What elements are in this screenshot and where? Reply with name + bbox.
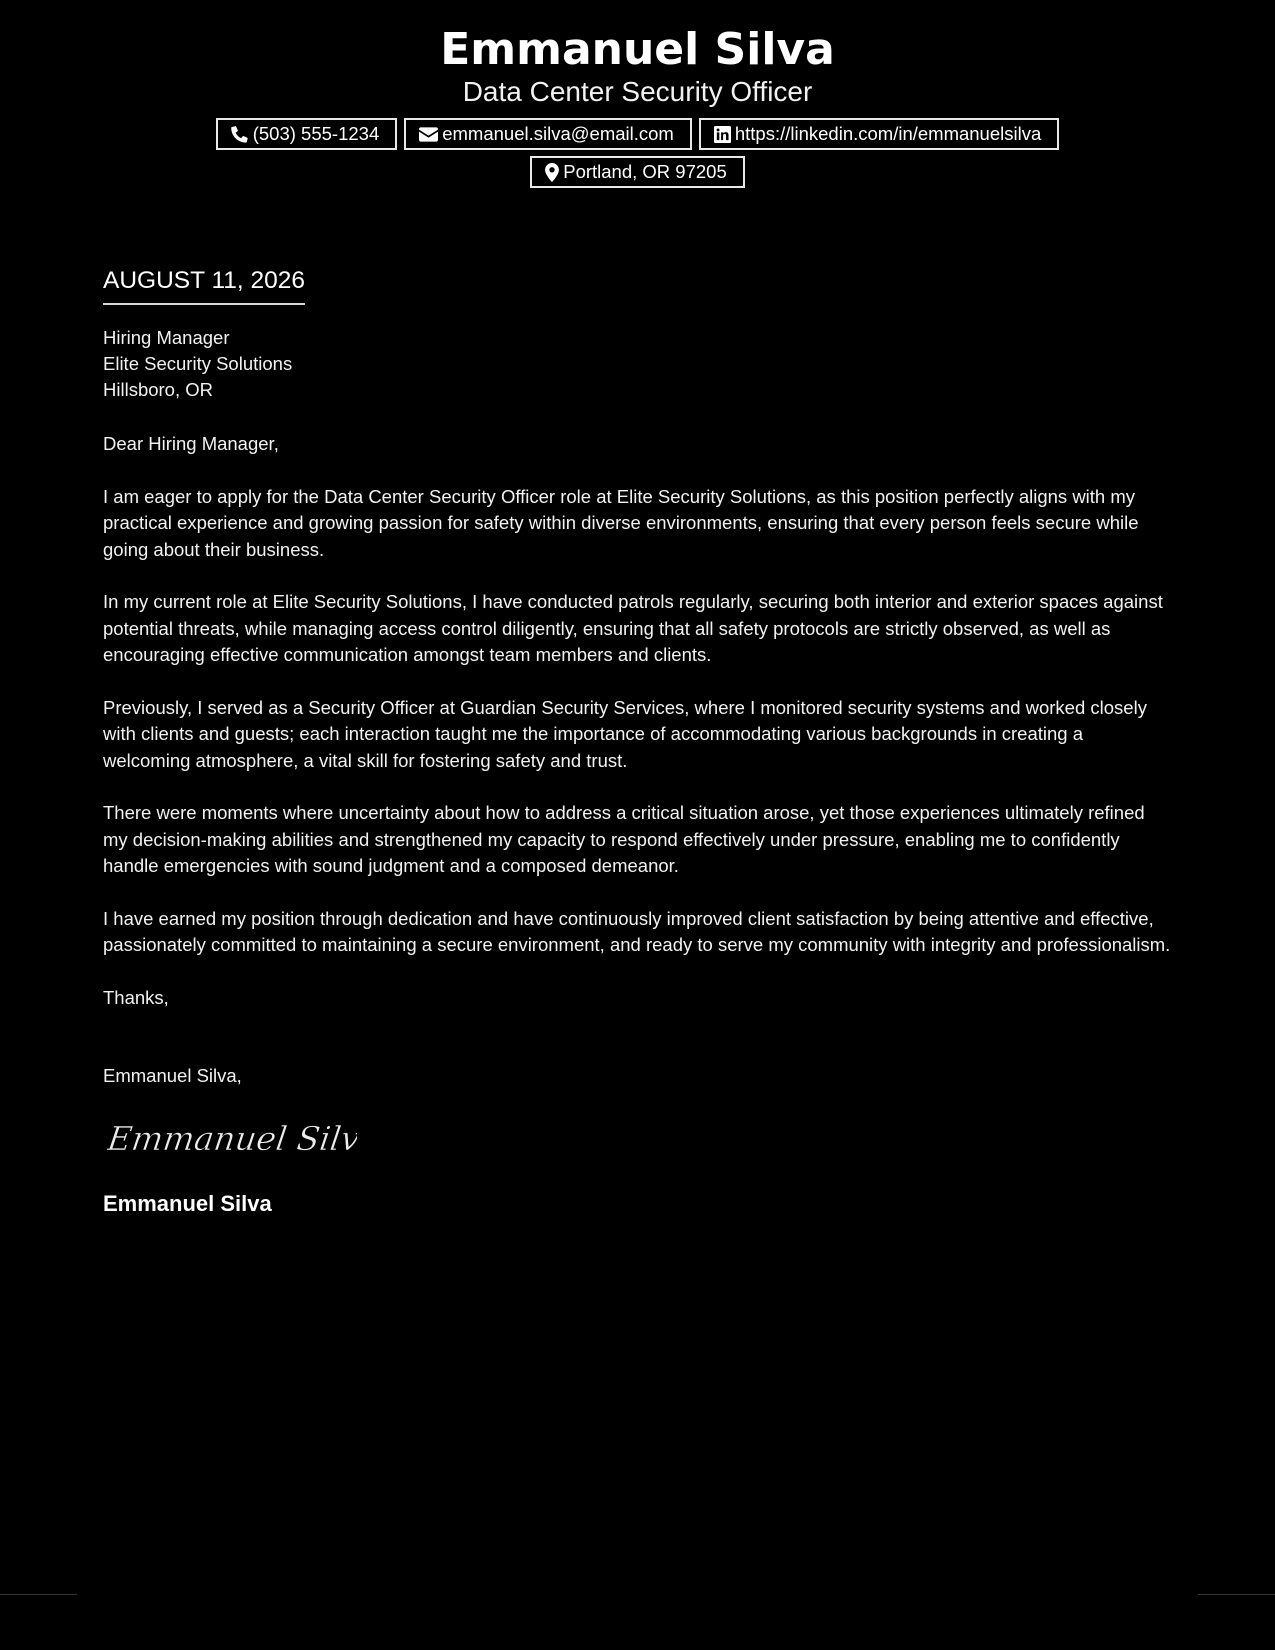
handwritten-signature (107, 1116, 1173, 1170)
salutation: Dear Hiring Manager, (103, 433, 279, 454)
printed-name: Emmanuel Silva (103, 1191, 272, 1216)
phone-icon (231, 125, 249, 143)
linkedin-text: https://linkedin.com/in/emmanuelsilva (734, 123, 1042, 144)
footer-rule-left (0, 1594, 77, 1595)
signoff-name: Emmanuel Silva, (103, 1065, 242, 1086)
letter-body (103, 266, 1173, 1218)
applicant-name: Emmanuel Silva (440, 24, 835, 75)
contact-email[interactable] (404, 118, 692, 150)
recipient-company: Elite Security Solutions (103, 353, 293, 374)
footer-rule-right (1198, 1594, 1275, 1595)
phone-text: (503) 555-1234 (252, 123, 380, 144)
body-paragraph: In my current role at Elite Security Solutions, I have conducted patrols regularly, securing both interior and exterior spaces against potential threats, while managing access control diligently, ensuring that all safety protocols are strictly observed, as well as encouraging effective communication amongst team members and clients. (103, 591, 1163, 665)
location-text: Portland, OR 97205 (563, 161, 727, 182)
recipient-name: Hiring Manager (103, 327, 230, 348)
contact-list (198, 118, 1078, 188)
closing: Thanks, (103, 986, 169, 1008)
map-pin-icon (545, 163, 559, 182)
recipient-block (103, 325, 1173, 403)
linkedin-icon (714, 126, 731, 143)
contact-linkedin[interactable] (699, 118, 1059, 150)
envelope-icon (419, 127, 438, 142)
letterhead (0, 0, 1275, 188)
contact-location (530, 156, 745, 188)
email-text: emmanuel.silva@email.com (442, 123, 674, 144)
job-title: Data Center Security Officer (462, 76, 813, 107)
body-paragraph: I am eager to apply for the Data Center Security Officer role at Elite Security Solutions, as this position perfectly aligns with my practical experience and growing passion for safety within diverse environments, ensuring that every person feels secure while going about their business. (103, 485, 1139, 560)
body-paragraph: Previously, I served as a Security Officer at Guardian Security Services, where I monitored security systems and worked closely with clients and guests; each interaction taught me the importance of accommodating various backgrounds in creating a welcoming atmosphere, a vital skill for fostering safety and trust. (103, 696, 1147, 771)
body-paragraph: There were moments where uncertainty about how to address a critical situation arose, yet those experiences ultimately refined my decision-making abilities and strengthened my capacity to respond effectively under pressure, enabling me to confidently handle emergencies with sound judgment and a composed demeanor. (103, 802, 1145, 876)
recipient-location: Hillsboro, OR (103, 379, 213, 400)
body-paragraph: I have earned my position through dedication and have continuously improved client satisfaction by being attentive and effective, passionately committed to maintaining a secure environment, and ready to serve my community with integrity and professionalism. (103, 907, 1171, 955)
signature-text: Emmanuel Silva (107, 1118, 357, 1158)
letter-date: AUGUST 11, 2026 (103, 266, 305, 305)
contact-phone[interactable] (216, 118, 398, 150)
